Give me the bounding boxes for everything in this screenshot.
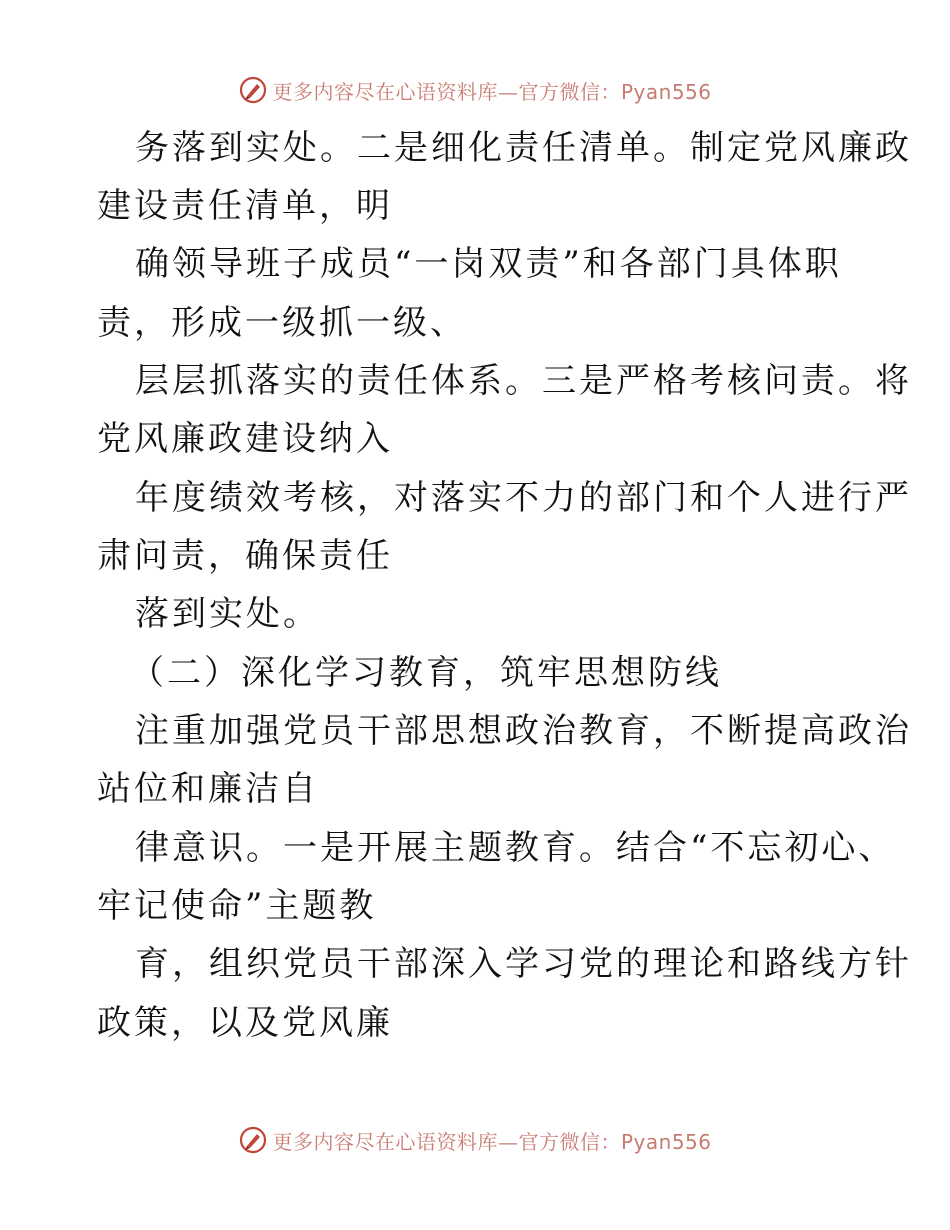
watermark-prefix: 更多内容尽在心语资料库—官方微信：	[272, 1129, 621, 1154]
watermark-prefix: 更多内容尽在心语资料库—官方微信：	[272, 79, 621, 104]
pen-nib-logo-icon	[238, 75, 268, 105]
text-line: 律意识。一是开展主题教育。结合“不忘初心、	[135, 828, 896, 868]
text-line: 站位和廉洁自	[97, 769, 319, 809]
footer-watermark	[0, 1120, 950, 1160]
section-heading: （二）深化学习教育，筑牢思想防线	[130, 653, 722, 693]
text-line: 育，组织党员干部深入学习党的理论和路线方针	[135, 944, 912, 984]
text-line: 牢记使命”主题教	[97, 886, 377, 926]
text-line: 肃问责，确保责任	[97, 536, 393, 576]
text-line: 确领导班子成员“一岗双责”和各部门具体职	[135, 244, 842, 284]
watermark-id: Pyan556	[620, 1129, 712, 1154]
text-line: 层层抓落实的责任体系。三是严格考核问责。将	[135, 361, 912, 401]
header-watermark	[0, 70, 950, 110]
text-line: 年度绩效考核，对落实不力的部门和个人进行严	[135, 478, 912, 518]
text-line: 建设责任清单，明	[97, 186, 393, 226]
pen-nib-logo-icon	[238, 1125, 268, 1155]
watermark-id: Pyan556	[620, 79, 712, 104]
text-line: 落到实处。	[135, 594, 320, 634]
text-line: 注重加强党员干部思想政治教育，不断提高政治	[135, 711, 912, 751]
text-line: 责，形成一级抓一级、	[97, 303, 467, 343]
text-line: 务落到实处。二是细化责任清单。制定党风廉政	[135, 128, 912, 168]
text-line: 党风廉政建设纳入	[97, 419, 393, 459]
text-line: 政策，以及党风廉	[97, 1003, 393, 1043]
